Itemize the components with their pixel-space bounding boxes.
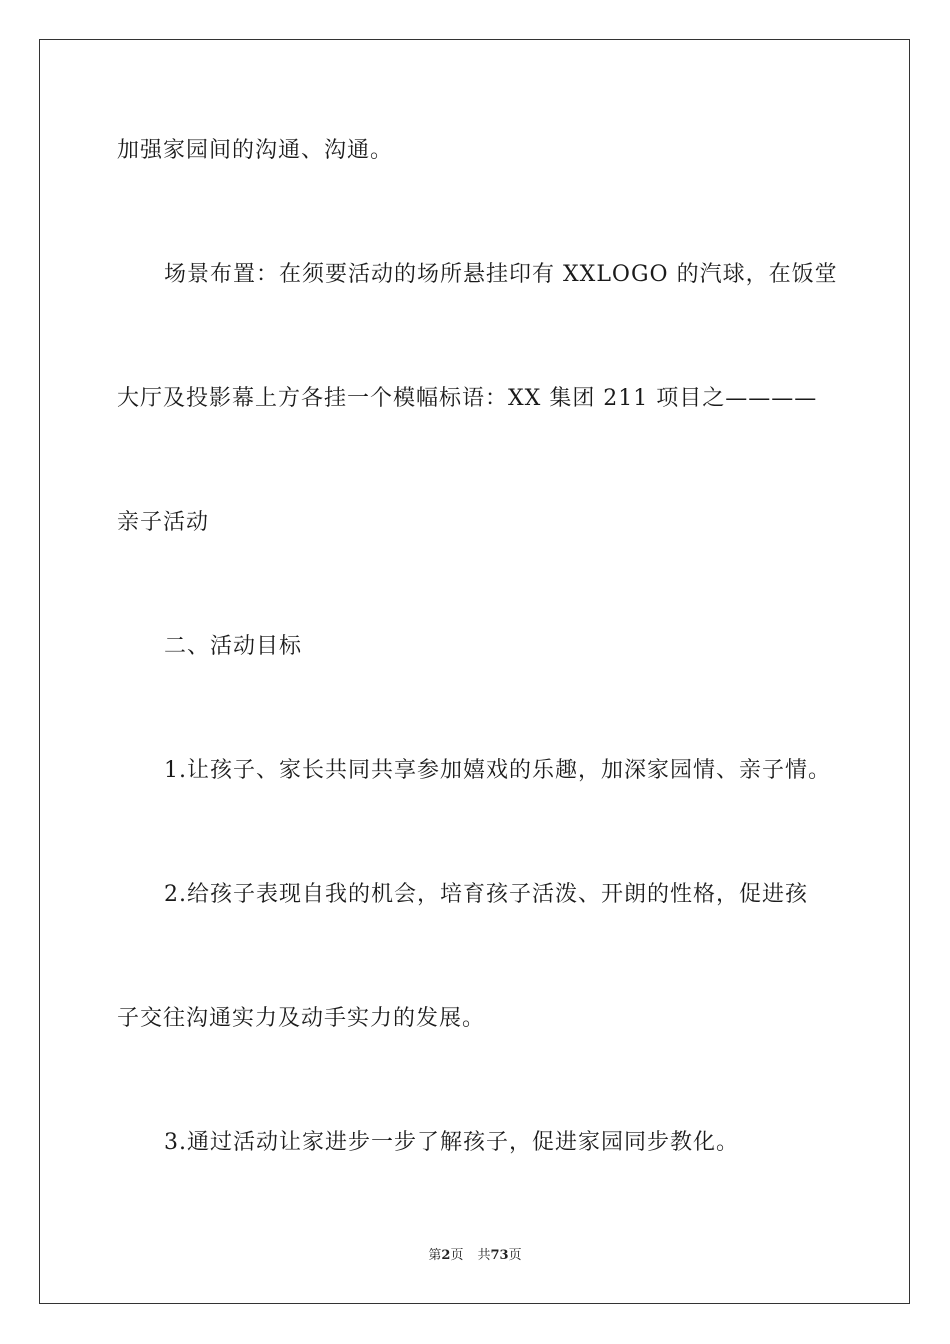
footer-total-prefix: 共 (477, 1248, 491, 1263)
list-item-1: 1.让孩子、家长共同共享参加嬉戏的乐趣，加深家园情、亲子情。 (164, 758, 831, 783)
list-item-2-continued: 子交往沟通实力及动手实力的发展。 (117, 1006, 486, 1031)
paragraph-line-2: 场景布置：在须要活动的场所悬挂印有 XXLOGO 的汽球，在饭堂 (164, 262, 838, 287)
list-item-3: 3.通过活动让家进步一步了解孩子，促进家园同步教化。 (164, 1130, 739, 1155)
footer-page-number: 2 (441, 1248, 451, 1263)
footer-total-pages: 73 (490, 1248, 509, 1263)
page-footer (0, 1247, 950, 1265)
footer-page-prefix: 第 (428, 1248, 442, 1263)
page-border (39, 39, 910, 1304)
section-heading: 二、活动目标 (164, 634, 303, 659)
paragraph-line-4: 亲子活动 (117, 510, 210, 535)
footer-total-suffix: 页 (508, 1248, 522, 1263)
paragraph-line-1: 加强家园间的沟通、沟通。 (117, 138, 394, 163)
paragraph-line-3: 大厅及投影幕上方各挂一个模幅标语：XX 集团 211 项目之———— (117, 386, 818, 411)
list-item-2: 2.给孩子表现自我的机会，培育孩子活泼、开朗的性格，促进孩 (164, 882, 808, 907)
footer-page-suffix: 页 (450, 1248, 464, 1263)
